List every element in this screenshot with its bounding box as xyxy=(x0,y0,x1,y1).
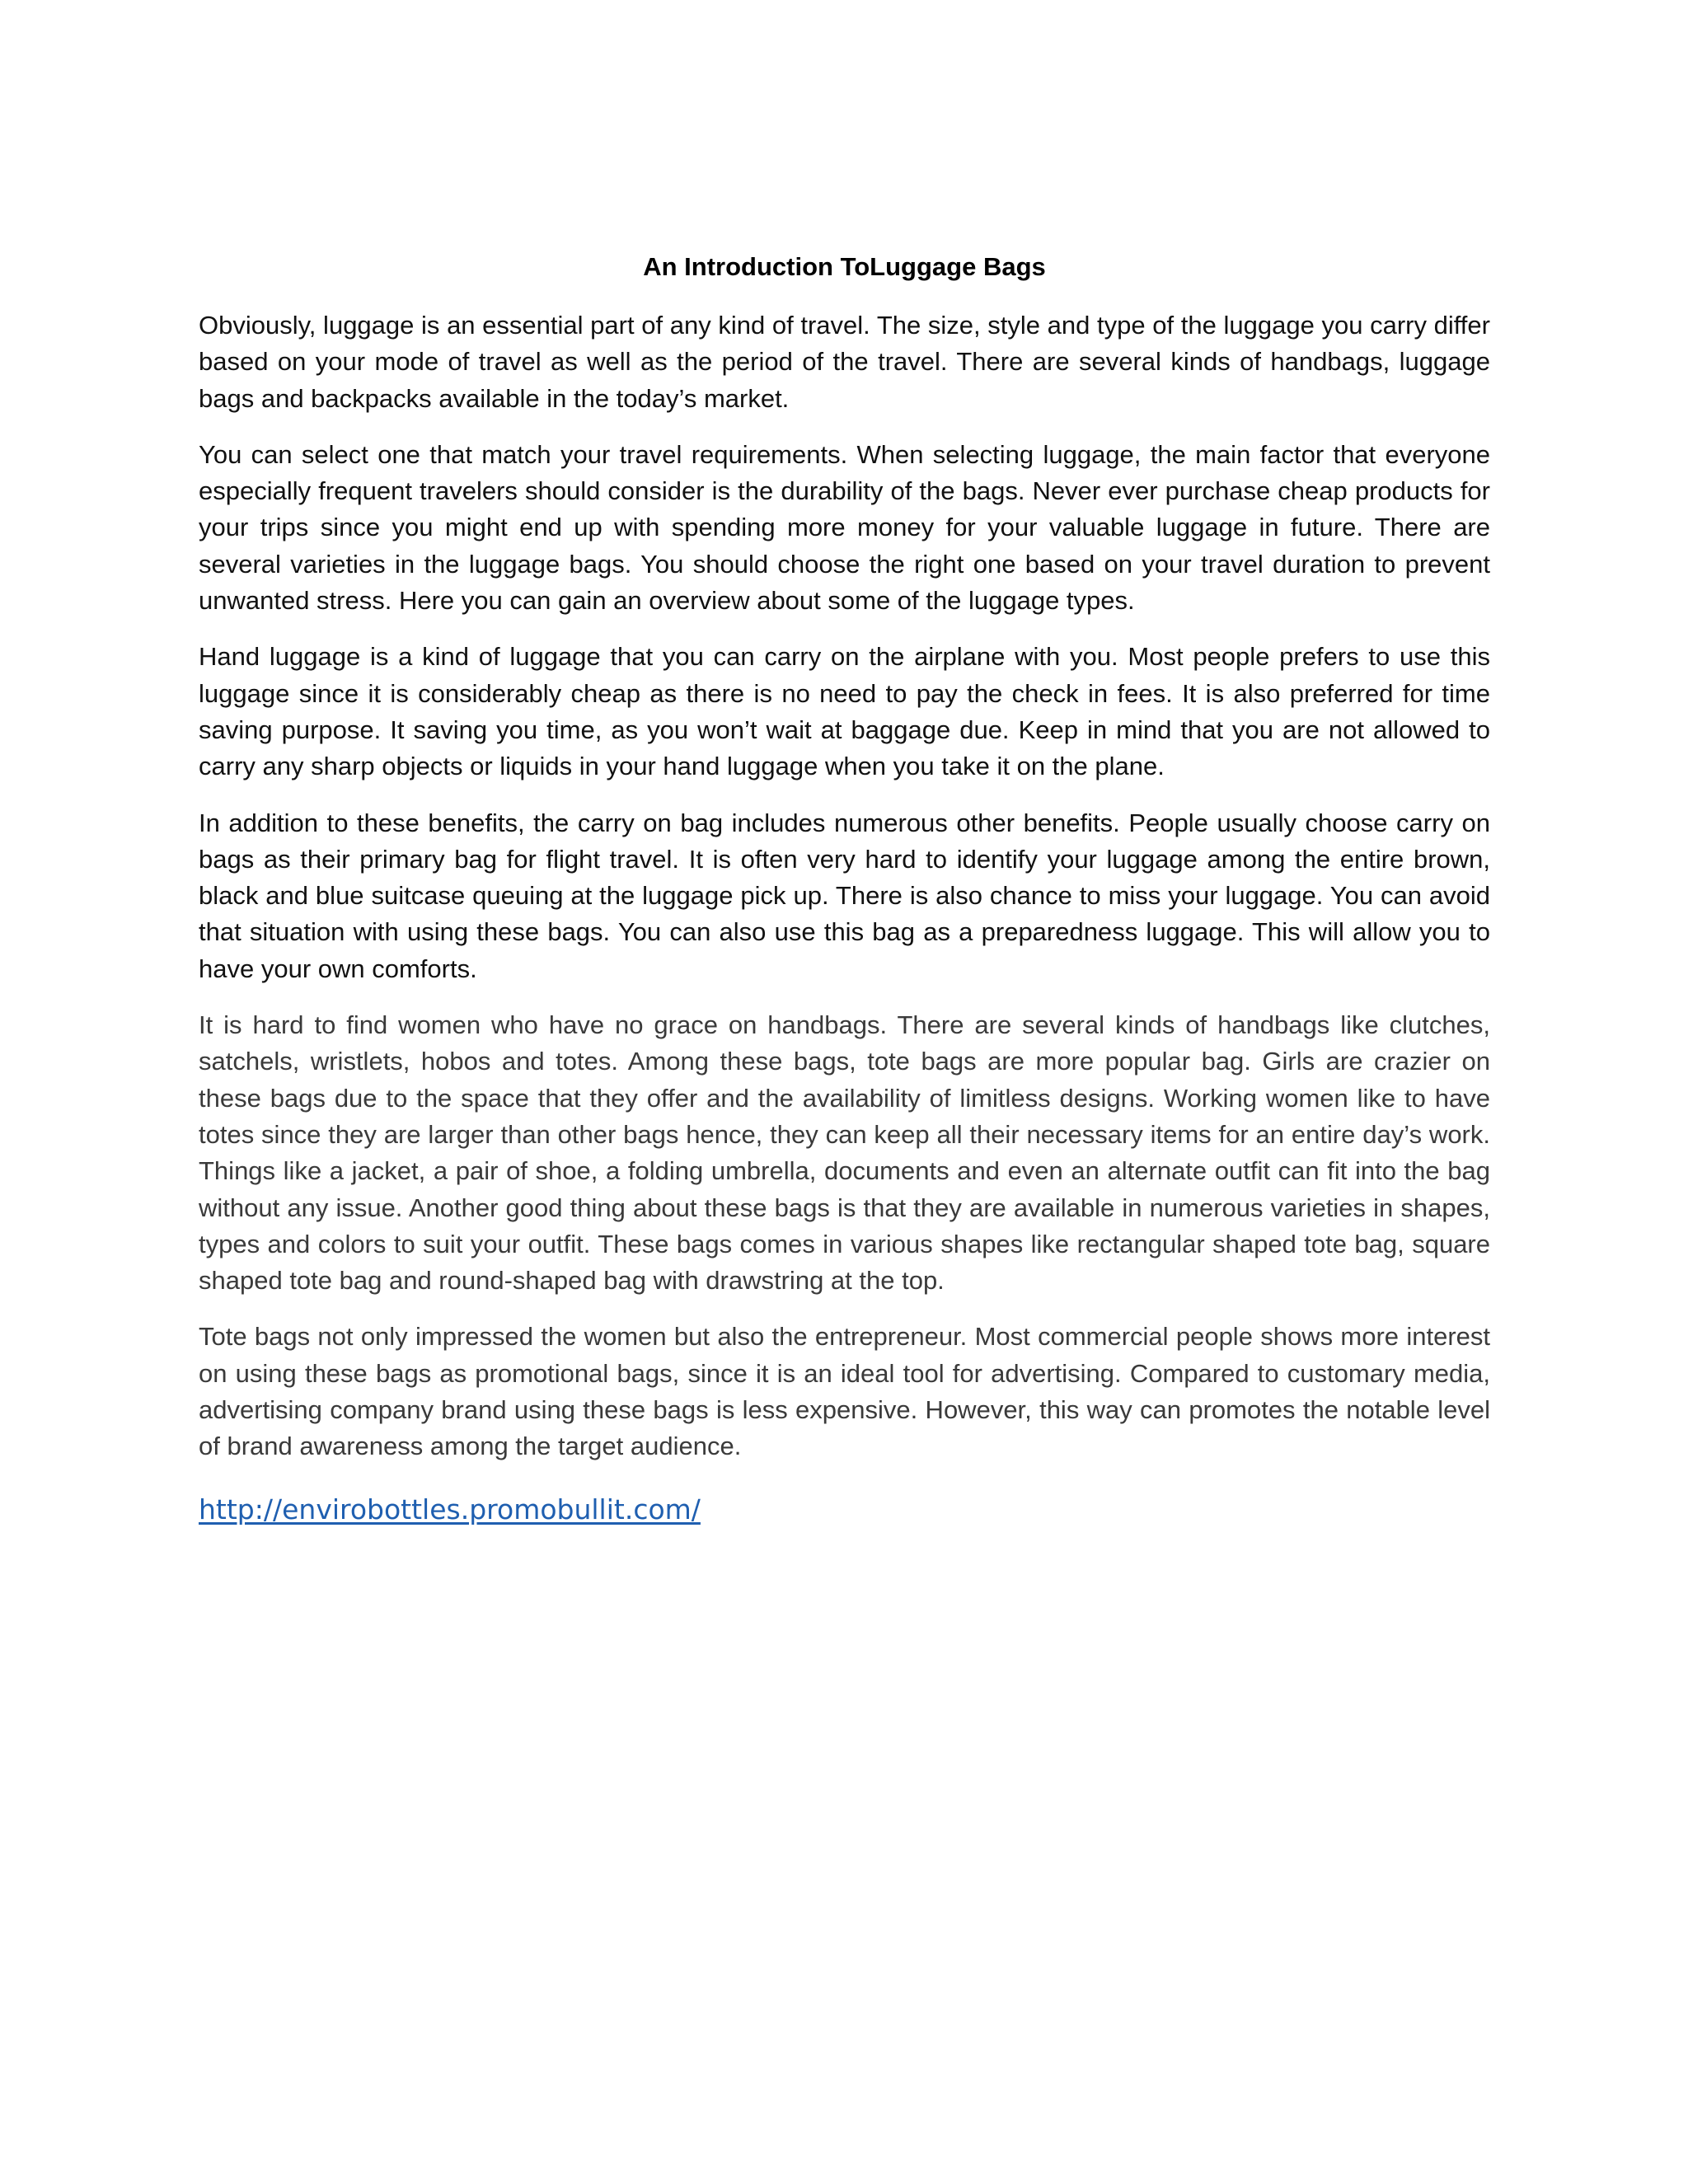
website-link[interactable]: http://envirobottles.promobullit.com/ xyxy=(199,1493,701,1526)
paragraph-carry-on-benefits: In addition to these benefits, the carry on bag includes numerous other benefits. People usually choose carry on bags as their primary bag for flight travel. It is often very hard to identify your luggage among the entire brown, black and blue suitcase queuing at the luggage pick up. There is also chance to miss your luggage. You can avoid that situation with using these bags. You can also use this bag as a preparedness luggage. This will allow you to have your own comforts. xyxy=(199,808,1490,983)
document-title: An Introduction ToLuggage Bags xyxy=(643,252,1046,281)
paragraph-tote-promotion: Tote bags not only impressed the women but also the entrepreneur. Most commercial people shows more interest on using these bags as promotional bags, since it is an ideal tool for advertising. Compared to customary media, advertising company brand using these bags is less expensive. However, this way can promotes the notable level of brand awareness among the target audience. xyxy=(199,1322,1490,1461)
document-content xyxy=(199,249,1490,1528)
paragraph-intro: Obviously, luggage is an essential part of any kind of travel. The size, style and type of the luggage you carry differ based on your mode of travel as well as the period of the travel. There are several kinds of handbags, luggage bags and backpacks available in the today’s market. xyxy=(199,311,1490,413)
paragraph-hand-luggage: Hand luggage is a kind of luggage that you can carry on the airplane with you. Most people prefers to use this luggage since it is considerably cheap as there is no need to pay the check in fees. It is also preferred for time saving purpose. It saving you time, as you won’t wait at baggage due. Keep in mind that you are not allowed to carry any sharp objects or liquids in your hand luggage when you take it on the plane. xyxy=(199,642,1490,781)
paragraph-handbags: It is hard to find women who have no grace on handbags. There are several kinds of handbags like clutches, satchels, wristlets, hobos and totes. Among these bags, tote bags are more popular bag. Girls are crazier on these bags due to the space that they offer and the availability of limitless designs. Working women like to have totes since they are larger than other bags hence, they can keep all their necessary items for an entire day’s work. Things like a jacket, a pair of shoe, a folding umbrella, documents and even an alternate outfit can fit into the bag without any issue. Another good thing about these bags is that they are available in numerous varieties in shapes, types and colors to suit your outfit. These bags comes in various shapes like rectangular shaped tote bag, square shaped tote bag and round-shaped bag with drawstring at the top. xyxy=(199,1010,1490,1296)
paragraph-selection: You can select one that match your travel requirements. When selecting luggage, the main factor that everyone especially frequent travelers should consider is the durability of the bags. Never ever purchase cheap products for your trips since you might end up with spending more money for your valuable luggage in future. There are several varieties in the luggage bags. You should choose the right one based on your travel duration to prevent unwanted stress. Here you can gain an overview about some of the luggage types. xyxy=(199,439,1490,616)
